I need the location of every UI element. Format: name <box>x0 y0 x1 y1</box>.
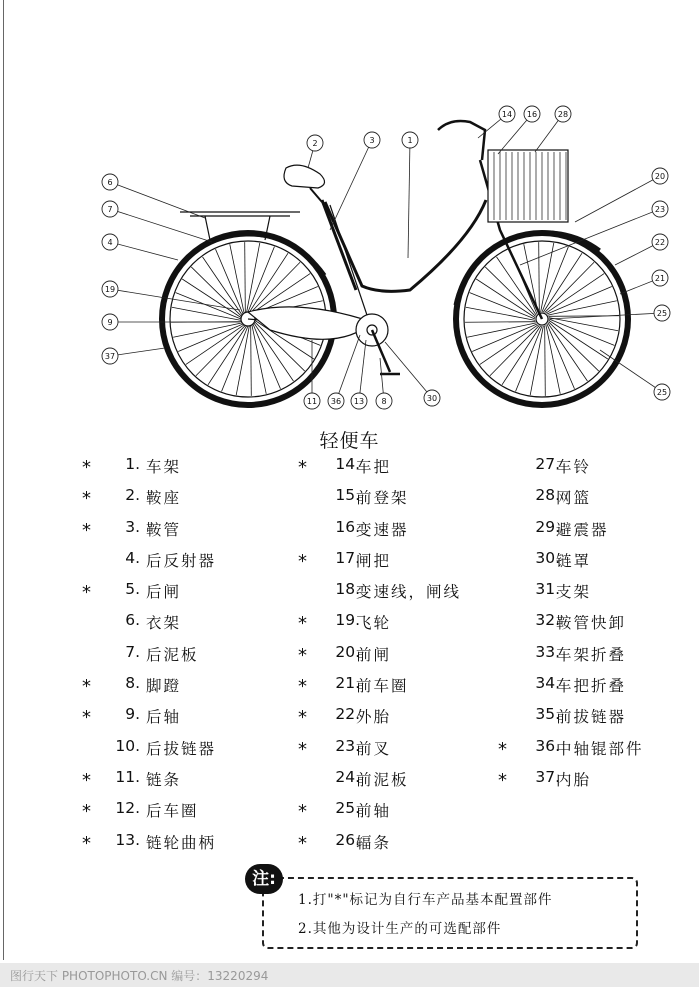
callout-number: 9 <box>107 318 113 327</box>
spoke <box>543 253 582 312</box>
part-item <box>498 455 688 486</box>
spoke <box>549 318 618 331</box>
part-item <box>298 705 498 736</box>
callout-number: 19 <box>104 285 116 294</box>
spoke <box>541 243 554 312</box>
part-number: 5. <box>125 580 140 599</box>
part-item <box>82 705 272 736</box>
part-item <box>82 737 272 768</box>
part-number: 11. <box>115 767 140 786</box>
part-item <box>82 518 272 549</box>
part-star-mark: * <box>82 707 91 729</box>
part-item <box>298 737 498 768</box>
callout-leader-line <box>110 209 212 242</box>
spoke <box>230 244 244 313</box>
part-name: 后闸 <box>146 583 182 602</box>
part-name: 车把折叠 <box>556 677 627 696</box>
spoke <box>249 253 288 312</box>
part-item <box>298 486 498 517</box>
callout-marker <box>351 393 367 409</box>
bicycle-diagram <box>0 90 699 420</box>
part-name: 辐条 <box>356 833 392 852</box>
seat-post <box>310 188 322 202</box>
callout-marker <box>424 390 440 406</box>
callout-marker <box>652 234 668 250</box>
spoke <box>252 325 266 394</box>
callout-marker <box>376 393 392 409</box>
spoke <box>549 320 608 359</box>
spoke <box>251 325 252 395</box>
callout-marker <box>102 348 118 364</box>
spoke <box>236 326 249 395</box>
part-item <box>82 549 272 580</box>
part-number: 24. <box>335 767 360 786</box>
part-number: 31. <box>535 580 560 599</box>
callout-number: 2 <box>312 139 318 148</box>
part-name: 衣架 <box>146 614 182 633</box>
callout-marker <box>102 281 118 297</box>
rear-fender <box>170 235 325 280</box>
callout-leader-line <box>385 342 432 398</box>
note-box <box>262 877 638 949</box>
parts-column-3 <box>498 455 688 799</box>
part-number: 1. <box>125 455 140 473</box>
part-name: 车铃 <box>556 458 592 476</box>
part-star-mark: * <box>298 707 307 729</box>
part-star-mark: * <box>82 676 91 698</box>
part-star-mark: * <box>82 519 91 541</box>
spoke <box>548 301 617 315</box>
part-item <box>498 518 688 549</box>
callout-leader-line <box>408 140 410 258</box>
part-star-mark: * <box>298 676 307 698</box>
callout-marker <box>102 174 118 190</box>
part-name: 后轴 <box>146 708 182 727</box>
watermark-text: 图行天下 PHOTOPHOTO.CN 编号：13220294 <box>10 969 269 983</box>
part-name: 中轴锟部件 <box>556 739 644 758</box>
callout-number: 1 <box>407 136 413 145</box>
part-item <box>298 455 498 486</box>
callout-marker <box>102 234 118 250</box>
watermark-bar <box>0 963 699 987</box>
part-name: 前拔链器 <box>556 708 627 727</box>
part-item <box>498 768 688 799</box>
part-item <box>82 831 272 862</box>
part-number: 14. <box>335 455 360 473</box>
part-name: 前叉 <box>356 739 392 758</box>
part-number: 3. <box>125 517 140 536</box>
part-star-mark: * <box>82 801 91 823</box>
bicycle-drawing <box>162 121 628 405</box>
part-item <box>498 705 688 736</box>
callout-marker <box>524 106 540 122</box>
callout-number: 7 <box>107 205 113 214</box>
part-star-mark: * <box>82 457 91 478</box>
chain-guard <box>248 307 372 339</box>
part-number: 37. <box>535 767 560 786</box>
part-name: 避震器 <box>556 520 609 539</box>
spoke <box>245 242 246 312</box>
spoke <box>539 242 540 312</box>
spoke <box>208 326 247 385</box>
part-item <box>498 580 688 611</box>
part-name: 支架 <box>556 583 592 602</box>
part-name: 链条 <box>146 770 182 789</box>
note-line-1: 1.打"*"标记为自行车产品基本配置部件 <box>298 892 553 908</box>
spoke <box>545 325 546 395</box>
part-star-mark: * <box>82 769 91 791</box>
part-number: 13. <box>115 830 140 849</box>
note-line-2: 2.其他为设计生产的可选配部件 <box>298 921 502 937</box>
parts-column-2 <box>298 455 498 862</box>
callout-number: 21 <box>654 274 666 283</box>
part-number: 36. <box>535 736 560 755</box>
part-name: 脚蹬 <box>146 677 182 696</box>
part-item <box>82 674 272 705</box>
part-number: 35. <box>535 705 560 724</box>
part-name: 后反射器 <box>146 551 217 570</box>
part-star-mark: * <box>298 644 307 666</box>
part-number: 21. <box>335 674 360 693</box>
callout-marker <box>652 270 668 286</box>
part-number: 30. <box>535 548 560 567</box>
part-number: 8. <box>125 674 140 693</box>
part-name: 前登架 <box>356 489 409 508</box>
part-star-mark: * <box>498 738 507 760</box>
part-name: 外胎 <box>356 708 392 727</box>
part-item <box>82 799 272 830</box>
callout-marker <box>555 106 571 122</box>
part-item <box>498 611 688 642</box>
callout-marker <box>499 106 515 122</box>
saddle <box>284 165 325 188</box>
part-star-mark: * <box>298 801 307 823</box>
part-item <box>298 580 498 611</box>
spoke <box>182 279 241 318</box>
callout-leader-line <box>110 182 205 218</box>
part-number: 7. <box>125 642 140 661</box>
part-number: 4. <box>125 548 140 567</box>
part-number: 23. <box>335 736 360 755</box>
callout-number: 8 <box>381 397 387 406</box>
part-name: 飞轮 <box>356 614 392 633</box>
spoke <box>466 307 535 320</box>
spoke <box>247 243 260 312</box>
part-item <box>498 643 688 674</box>
part-number: 20. <box>335 642 360 661</box>
part-name: 鞍管快卸 <box>556 614 627 633</box>
callout-marker <box>654 305 670 321</box>
callout-number: 11 <box>306 397 318 406</box>
callout-number: 13 <box>353 397 365 406</box>
callout-number: 3 <box>369 136 375 145</box>
part-star-mark: * <box>298 832 307 854</box>
spoke <box>546 325 560 394</box>
part-number: 32. <box>535 611 560 630</box>
part-star-mark: * <box>82 488 91 510</box>
callout-leader-line <box>359 340 366 401</box>
parts-column-1 <box>82 455 272 862</box>
spoke <box>173 323 242 337</box>
part-number: 17. <box>335 548 360 567</box>
spoke <box>524 244 538 313</box>
part-star-mark: * <box>498 769 507 791</box>
callout-leader-line <box>110 242 178 260</box>
part-name: 后拔链器 <box>146 739 217 758</box>
part-number: 29. <box>535 517 560 536</box>
part-name: 后泥板 <box>146 645 199 664</box>
part-name: 车把 <box>356 458 392 476</box>
callout-number: 16 <box>526 110 538 119</box>
callout-marker <box>102 201 118 217</box>
part-name: 链罩 <box>556 551 592 570</box>
callout-number: 36 <box>330 397 342 406</box>
part-star-mark: * <box>82 582 91 604</box>
part-number: 2. <box>125 486 140 505</box>
part-item <box>82 455 272 486</box>
callout-leader-line <box>330 140 372 230</box>
part-item <box>82 643 272 674</box>
part-item <box>298 549 498 580</box>
callout-marker <box>652 201 668 217</box>
handlebar <box>438 121 485 160</box>
part-number: 27. <box>535 455 560 473</box>
part-number: 10. <box>115 736 140 755</box>
part-item <box>498 674 688 705</box>
part-number: 6. <box>125 611 140 630</box>
part-name: 网篮 <box>556 489 592 508</box>
part-item <box>498 486 688 517</box>
part-item <box>82 611 272 642</box>
callout-leader-line <box>336 335 360 401</box>
seat-tube <box>322 200 356 290</box>
callout-number: 20 <box>654 172 666 181</box>
part-number: 19. <box>335 611 360 630</box>
part-name: 内胎 <box>556 770 592 789</box>
part-item <box>82 486 272 517</box>
part-name: 车架 <box>146 458 182 476</box>
part-star-mark: * <box>298 550 307 572</box>
part-star-mark: * <box>298 457 307 478</box>
part-number: 33. <box>535 642 560 661</box>
callout-leader-line <box>575 176 660 222</box>
part-item <box>298 518 498 549</box>
callout-number: 4 <box>107 238 113 247</box>
part-number: 18. <box>335 580 360 599</box>
callout-number: 23 <box>654 205 666 214</box>
callout-number: 30 <box>426 394 438 403</box>
part-star-mark: * <box>298 738 307 760</box>
callout-marker <box>364 132 380 148</box>
down-tube <box>325 200 486 291</box>
part-number: 22. <box>335 705 360 724</box>
callout-marker <box>102 314 118 330</box>
part-item <box>298 643 498 674</box>
part-name: 车架折叠 <box>556 645 627 664</box>
part-item <box>82 768 272 799</box>
part-item <box>298 611 498 642</box>
part-name: 前车圈 <box>356 677 409 696</box>
part-item <box>498 737 688 768</box>
callout-marker <box>304 393 320 409</box>
part-name: 前泥板 <box>356 770 409 789</box>
part-name: 鞍管 <box>146 520 182 539</box>
part-name: 鞍座 <box>146 489 182 508</box>
part-item <box>298 674 498 705</box>
part-number: 9. <box>125 705 140 724</box>
callout-marker <box>654 384 670 400</box>
spoke <box>467 323 536 337</box>
callout-marker <box>652 168 668 184</box>
callout-number: 37 <box>104 352 116 361</box>
callout-number: 25 <box>656 309 668 318</box>
part-number: 16. <box>335 517 360 536</box>
part-number: 15. <box>335 486 360 505</box>
part-item <box>498 549 688 580</box>
note-badge: 注: <box>245 864 283 894</box>
part-item <box>298 831 498 862</box>
part-star-mark: * <box>82 832 91 854</box>
callout-number: 14 <box>501 110 513 119</box>
part-number: 34. <box>535 674 560 693</box>
part-number: 25. <box>335 799 360 818</box>
part-name: 闸把 <box>356 551 392 570</box>
callout-number: 6 <box>107 178 113 187</box>
part-item <box>298 768 498 799</box>
part-star-mark: * <box>298 613 307 635</box>
part-item <box>82 580 272 611</box>
spoke <box>465 322 535 323</box>
part-name: 变速线，闸线 <box>356 583 462 602</box>
callout-marker <box>307 135 323 151</box>
part-number: 12. <box>115 799 140 818</box>
part-name: 后车圈 <box>146 802 199 821</box>
callout-number: 25 <box>656 388 668 397</box>
spoke <box>172 307 241 320</box>
part-item <box>298 799 498 830</box>
spoke <box>502 326 541 385</box>
part-name: 前闸 <box>356 645 392 664</box>
part-number: 28. <box>535 486 560 505</box>
callout-marker <box>402 132 418 148</box>
part-name: 变速器 <box>356 520 409 539</box>
spoke <box>530 326 543 395</box>
part-name: 链轮曲柄 <box>146 833 217 852</box>
callout-marker <box>328 393 344 409</box>
page-title: 轻便车 <box>319 430 380 452</box>
callout-number: 28 <box>557 110 569 119</box>
part-name: 前轴 <box>356 802 392 821</box>
callout-number: 22 <box>654 238 666 247</box>
part-number: 26. <box>335 830 360 849</box>
